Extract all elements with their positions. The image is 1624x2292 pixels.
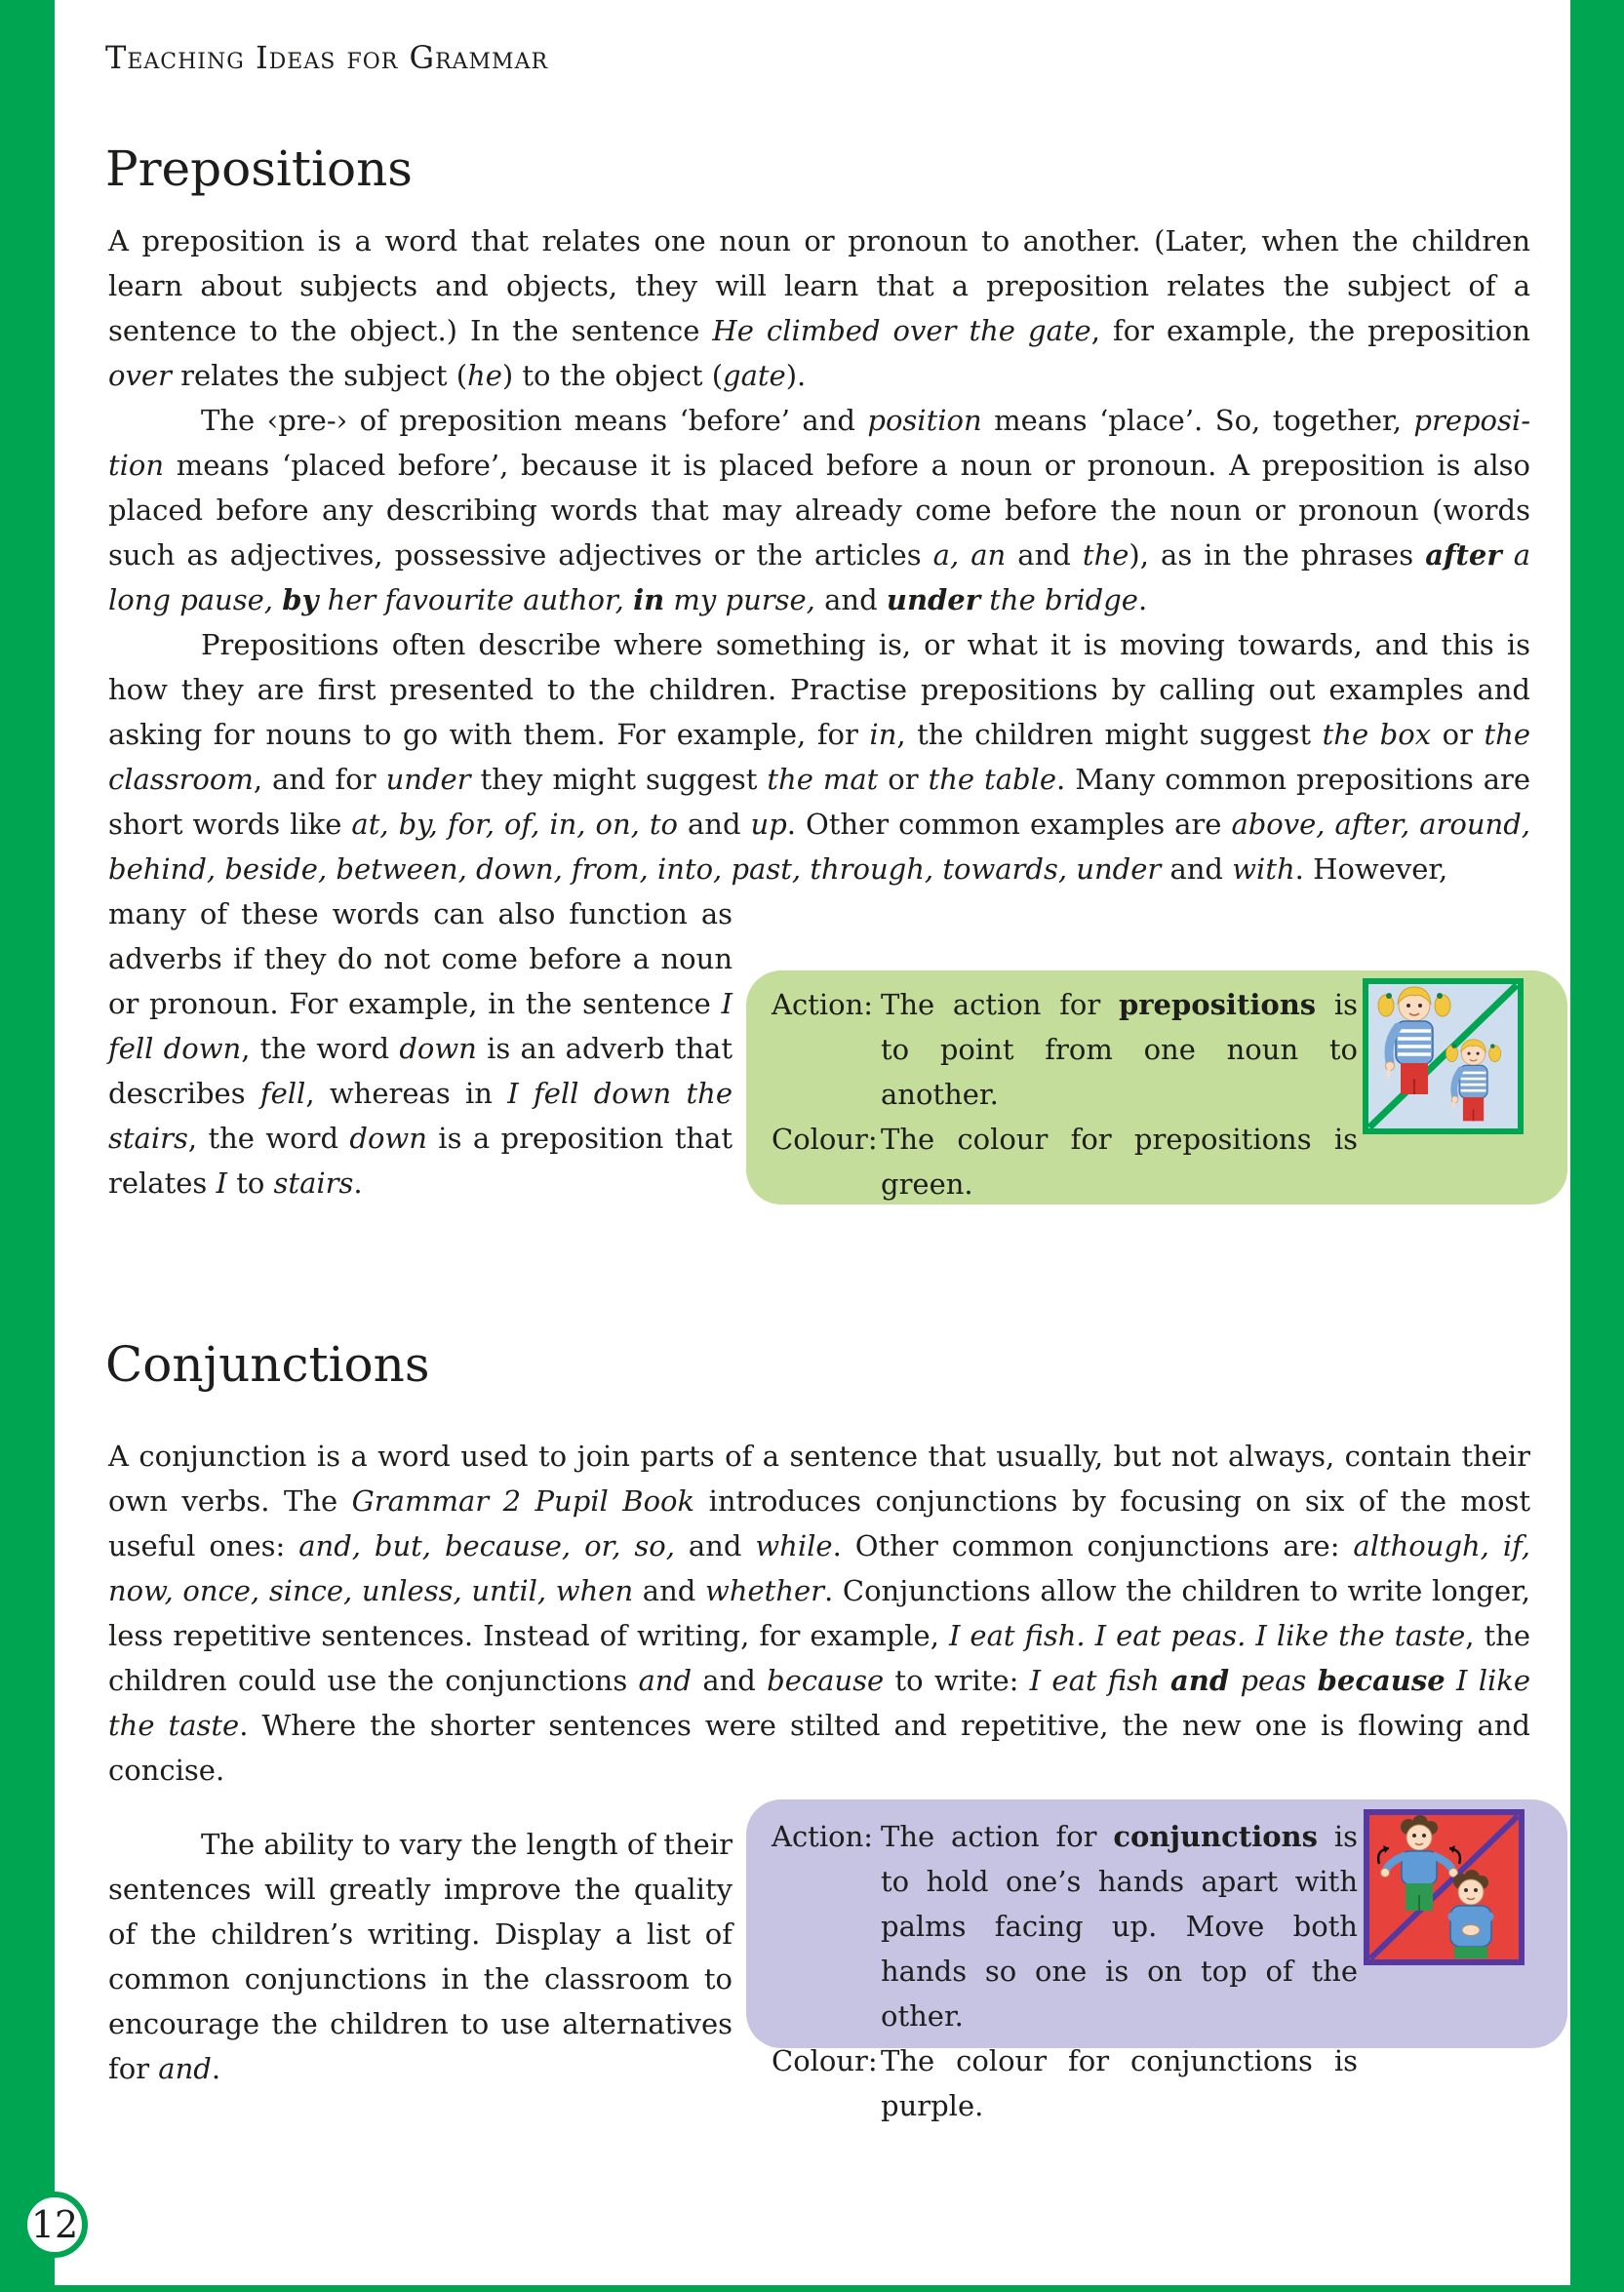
- running-head: Teaching Ideas for Grammar: [105, 39, 549, 76]
- action-label: Action:: [772, 988, 874, 1021]
- left-green-edge-bar: [0, 0, 55, 2292]
- colour-row: [772, 2038, 1567, 2128]
- boy-hands-together: [1450, 1870, 1491, 1958]
- prepositions-paragraph-1: A preposition is a word that relates one noun or pronoun to another. (Later, when the children learn about subjects and objects, they will learn that a preposition relates the subject of a sentence to the object.) In the sentence He climbed over the gate, for example, the preposition over relates the subject (he) to the object (gate).: [108, 224, 1531, 392]
- colour-label: Colour:: [772, 2044, 878, 2077]
- conjunctions-paragraph-1: A conjunction is a word used to join parts of a sentence that usually, but not always, contain their own verbs. The Grammar 2 Pupil Book introduces conjunctions by focusing on six of the most useful ones: and, but, because, or, so, and while. Other common conjunctions are: although, if, now, once, since, unless, until, when and whether. Conjunctions allow the children to write longer, less repetitive sentences. Instead of writing, for example, I eat fish. I eat peas. I like the taste, the children could use the conjunctions and and because to write: I eat fish and peas because I like the taste. Where the shorter sentences were stilted and repetitive, the new one is flowing and concise.: [108, 1440, 1531, 1787]
- colour-text: The colour for prepositions is green.: [881, 1123, 1358, 1201]
- right-green-edge-bar: [1570, 0, 1624, 2292]
- page-number-badge: [21, 2192, 88, 2258]
- prepositions-illustration: [1363, 978, 1524, 1134]
- colour-label: Colour:: [772, 1123, 878, 1156]
- prepositions-paragraph-3-continued: many of these words can also function as adverbs if they do not come before a noun or pronoun. For example, in the sentence I fell down, the word down is an adverb that describes fell, whereas in I fell down the stairs, the word down is a preposition that relates I to stairs.: [108, 897, 733, 1200]
- prepositions-action-colour-box: [746, 970, 1567, 1205]
- action-label: Action:: [772, 1820, 874, 1853]
- action-text: The action for conjunctions is to hold one’s hands apart with palms facing up. Move both hands so one is on top of the other.: [881, 1820, 1358, 2033]
- action-text: The action for prepositions is to point from one noun to another.: [881, 988, 1358, 1111]
- prepositions-paragraph-2: The ‹pre-› of preposition means ‘before’ and position means ‘place’. So, together, preposition means ‘placed before’, because it is placed before a noun or pronoun. A preposition is also placed before any describing words that may already come before the noun or pronoun (words such as adjectives, possessive adjectives or the articles a, an and the), as in the phrases after a long pause, by her favourite author, in my purse, and under the bridge.: [108, 404, 1531, 616]
- conjunctions-paragraph-2: The ability to vary the length of their sentences will greatly improve the quality of the children’s writing. Display a list of common conjunctions in the classroom to encourage the children to use alternatives for and.: [108, 1828, 733, 2085]
- prepositions-paragraph-3: Prepositions often describe where something is, or what it is moving towards, and this is how they are first presented to the children. Practise prepositions by calling out examples and asking for nouns to go with them. For example, for in, the children might suggest the box or the classroom, and for under they might suggest the mat or the table. Many common prepositions are short words like at, by, for, of, in, on, to and up. Other common examples are above, after, around, behind, beside, between, down, from, into, past, through, towards, under and with. However,: [108, 628, 1531, 886]
- bottom-green-edge-bar: [0, 2285, 1624, 2292]
- conjunctions-action-colour-box: [746, 1799, 1567, 2122]
- conjunctions-illustration: [1364, 1809, 1525, 1965]
- section-heading-conjunctions: Conjunctions: [105, 1336, 430, 1393]
- colour-text: The colour for conjunctions is purple.: [881, 2044, 1358, 2122]
- section-heading-prepositions: Prepositions: [105, 140, 413, 197]
- page-number: 12: [30, 2203, 79, 2246]
